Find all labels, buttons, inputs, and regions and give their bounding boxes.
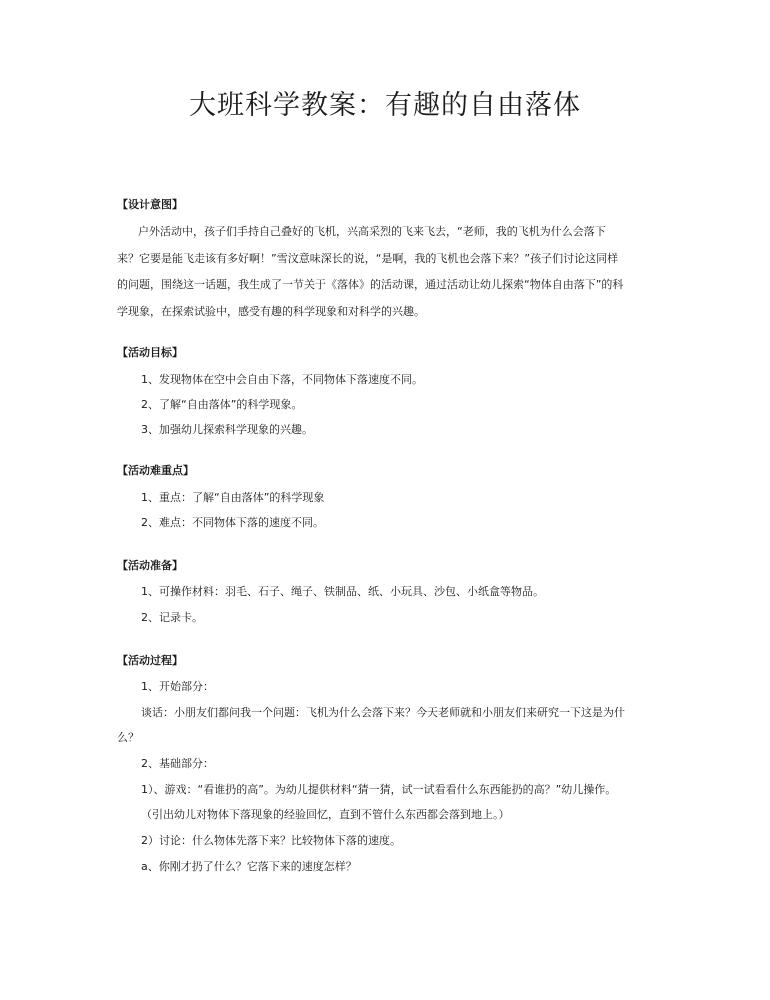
- process-line-7: 2）讨论：什么物体先落下来？比较物体下落的速度。: [141, 834, 401, 847]
- prep-item-1: 1、可操作材料：羽毛、石子、绳子、铁制品、纸、小玩具、沙包、小纸盒等物品。: [141, 585, 544, 598]
- section-heading-keypoints: 【活动难重点】: [117, 464, 194, 477]
- section-heading-process: 【活动过程】: [117, 654, 183, 667]
- section-heading-prep: 【活动准备】: [117, 559, 183, 572]
- section-heading-design: 【设计意图】: [117, 198, 183, 211]
- process-line-4: 2、基础部分：: [141, 757, 214, 770]
- design-line-1: 户外活动中，孩子们手持自己叠好的飞机，兴高采烈的飞来飞去，“老师，我的飞机为什么会落下: [138, 225, 606, 238]
- design-line-4: 学现象，在探索试验中，感受有趣的科学现象和对科学的兴趣。: [117, 305, 425, 318]
- section-heading-goals: 【活动目标】: [117, 346, 183, 359]
- keypoint-item-2: 2、难点：不同物体下落的速度不同。: [141, 516, 324, 529]
- design-line-2: 来？它要是能飞走该有多好啊！”雪汶意味深长的说，“是啊，我的飞机也会落下来？”孩子们讨论这同样: [117, 252, 619, 265]
- process-line-1: 1、开始部分：: [141, 680, 214, 693]
- goal-item-3: 3、加强幼儿探索科学现象的兴趣。: [141, 423, 313, 436]
- process-line-8: a、你刚才扔了什么？它落下来的速度怎样？: [141, 860, 357, 873]
- process-line-6: （引出幼儿对物体下落现象的经验回忆，直到不管什么东西都会落到地上。）: [141, 808, 510, 821]
- process-line-3: 么？: [117, 731, 139, 744]
- design-line-3: 的问题，围绕这一话题，我生成了一节关于《落体》的活动课，通过活动让幼儿探索“物体自由落下”的科: [117, 278, 624, 291]
- process-line-5: 1）、游戏：“看谁扔的高”。为幼儿提供材料“猜一猜，试一试看看什么东西能扔的高？”幼儿操作。: [141, 783, 617, 796]
- keypoint-item-1: 1、重点：了解“自由落体”的科学现象: [141, 491, 325, 504]
- document-title: 大班科学教案：有趣的自由落体: [189, 90, 581, 121]
- goal-item-2: 2、了解“自由落体”的科学现象。: [141, 398, 303, 411]
- prep-item-2: 2、记录卡。: [141, 611, 203, 624]
- process-line-2: 谈话：小朋友们都问我一个问题：飞机为什么会落下来？今天老师就和小朋友们来研究一下这是为什: [141, 706, 625, 719]
- goal-item-1: 1、发现物体在空中会自由下落，不同物体下落速度不同。: [141, 373, 423, 386]
